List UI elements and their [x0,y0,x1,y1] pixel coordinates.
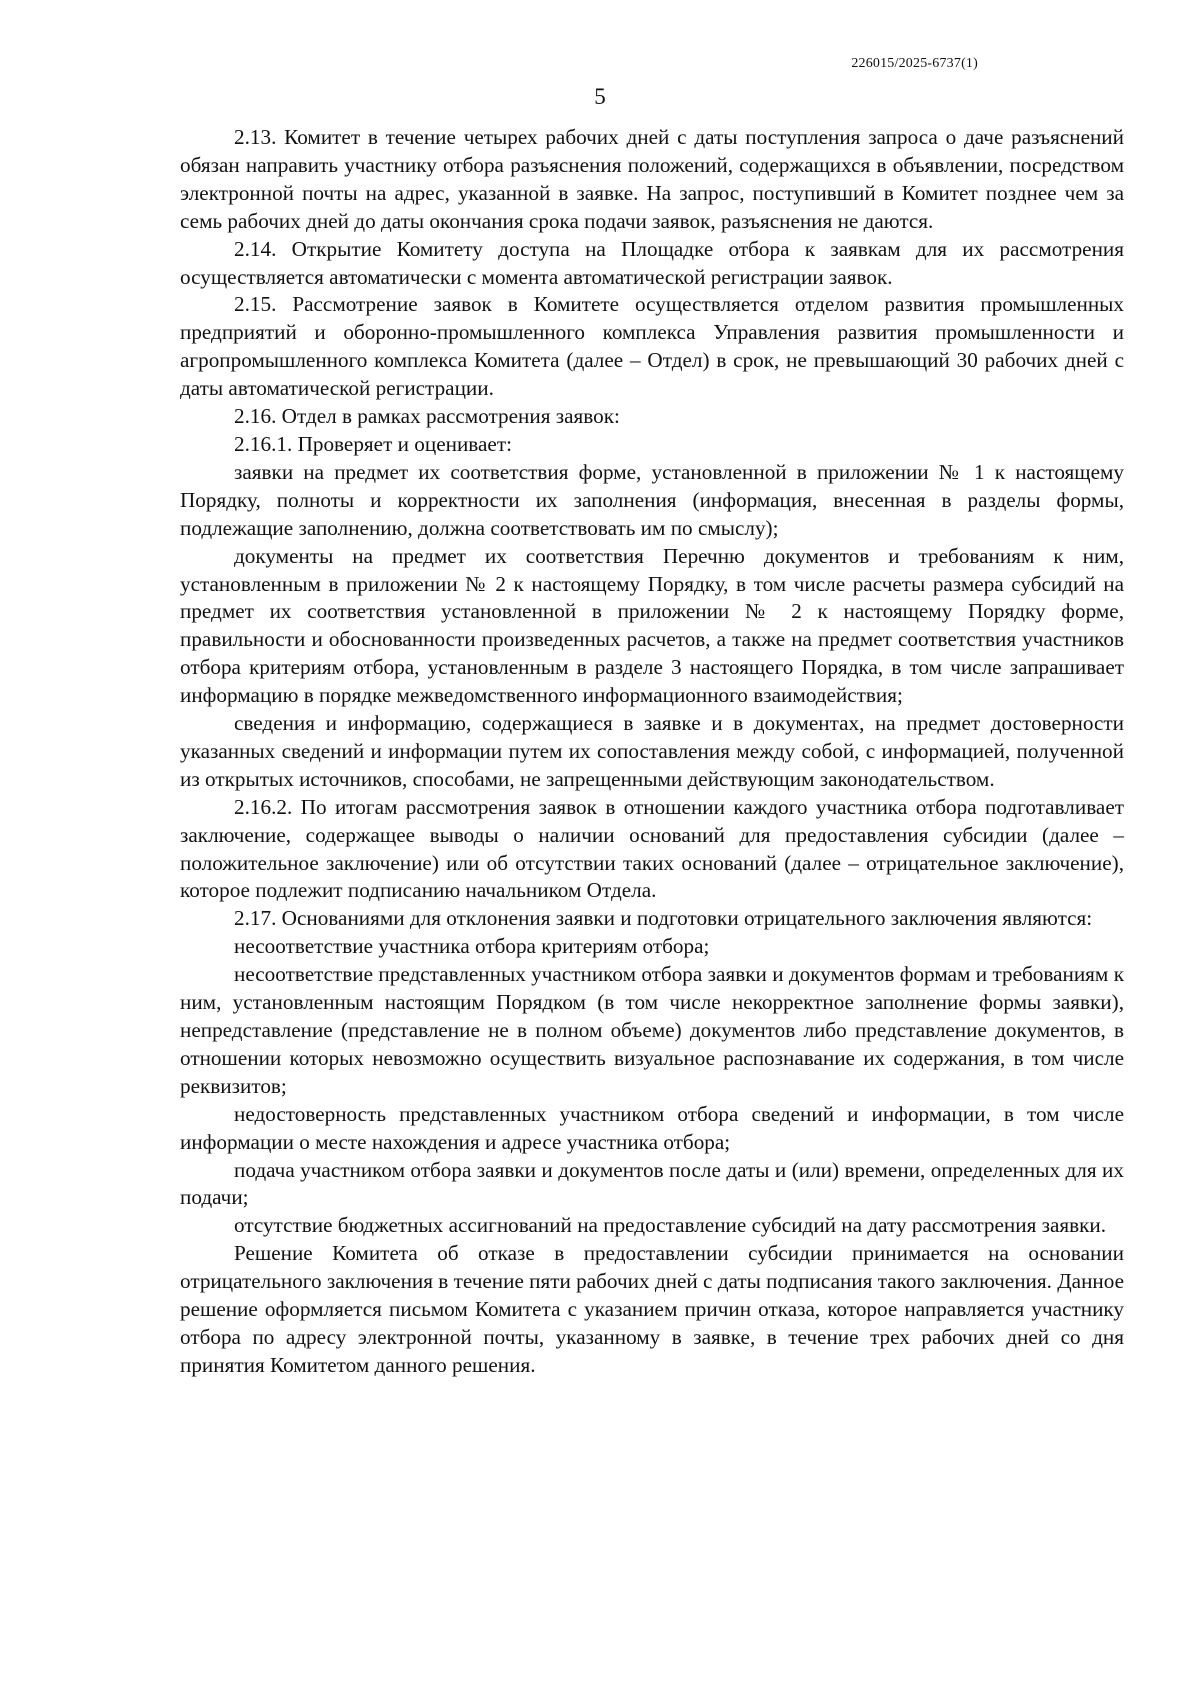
paragraph-ground-documents: несоответствие представленных участником отбора заявки и документов формам и требованиям к ним, установленным настоящим Порядком (в том числе некорректное заполнение формы заявки), непредставление (представление не в полном объеме) документов либо представление документов, в отношении которых невозможно осуществить визуальное распознавание их содержания, в том числе реквизитов; [180,962,1124,1098]
paragraph-check-documents: документы на предмет их соответствия Перечню документов и требованиям к ним, установленным в приложении № 2 к настоящему Порядку, в том числе расчеты размера субсидий на предмет их соответствия установленной в приложении № 2 к настоящему Порядку форме, правильности и обоснованности произведенных расчетов, а также на предмет соответствия участников отбора критериям отбора, установленным в разделе 3 настоящего Порядка, в том числе запрашивает информацию в порядке межведомственного информационного взаимодействия; [180,543,1124,708]
page-number: 5 [594,84,606,109]
paragraph-2-16-2: 2.16.2. По итогам рассмотрения заявок в отношении каждого участника отбора подготавливает заключение, содержащее выводы о наличии оснований для предоставления субсидии (далее – положительное заключение) или об отсутствии таких оснований (далее – отрицательное заключение), которое подлежит подписанию начальником Отдела. [180,794,1124,903]
paragraph-refusal-decision: Решение Комитета об отказе в предоставлении субсидии принимается на основании отрицательного заключения в течение пяти рабочих дней с даты подписания такого заключения. Данное решение оформляется письмом Комитета с указанием причин отказа, которое направляется участнику отбора по адресу электронной почты, указанному в заявке, в течение трех рабочих дней со дня принятия Комитетом данного решения. [180,1241,1125,1377]
paragraph-ground-late-submission: подача участником отбора заявки и документов после даты и (или) времени, определенных для их подачи; [180,1157,1124,1210]
paragraph-2-16: 2.16. Отдел в рамках рассмотрения заявок: [234,404,620,429]
paragraph-check-information: сведения и информацию, содержащиеся в заявке и в документах, на предмет достоверности указанных сведений и информации путем их сопоставления между собой, с информацией, полученной из открытых источников, способами, не запрещенными действующим законодательством. [180,711,1124,791]
paragraph-ground-no-budget: отсутствие бюджетных ассигнований на предоставление субсидий на дату рассмотрения заявки. [234,1213,1107,1238]
paragraph-2-17: 2.17. Основаниями для отклонения заявки и подготовки отрицательного заключения являются: [234,906,1093,931]
paragraph-check-applications: заявки на предмет их соответствия форме, установленной в приложении № 1 к настоящему Порядку, полноты и корректности их заполнения (информация, внесенная в разделы формы, подлежащие заполнению, должна соответствовать им по смыслу); [180,459,1124,540]
document-number: 226015/2025-6737(1) [851,56,978,71]
paragraph-ground-criteria: несоответствие участника отбора критериям отбора; [234,934,710,959]
document-body [180,124,1124,1380]
paragraph-ground-unreliability: недостоверность представленных участником отбора сведений и информации, в том числе информации о месте нахождения и адресе участника отбора; [180,1101,1124,1154]
paragraph-2-13: 2.13. Комитет в течение четырех рабочих дней с даты поступления запроса о даче разъяснений обязан направить участнику отбора разъяснения положений, содержащихся в объявлении, посредством электронной почты на адрес, указанной в заявке. На запрос, поступивший в Комитет позднее чем за семь рабочих дней до даты окончания срока подачи заявок, разъяснения не даются. [180,125,1124,233]
paragraph-2-15: 2.15. Рассмотрение заявок в Комитете осуществляется отделом развития промышленных предприятий и оборонно-промышленного комплекса Управления развития промышленности и агропромышленного комплекса Комитета (далее – Отдел) в срок, не превышающий 30 рабочих дней с даты автоматической регистрации. [180,292,1124,401]
paragraph-2-14: 2.14. Открытие Комитету доступа на Площадке отбора к заявкам для их рассмотрения осуществляется автоматически с момента автоматической регистрации заявок. [180,236,1124,289]
paragraph-2-16-1: 2.16.1. Проверяет и оценивает: [234,431,512,456]
